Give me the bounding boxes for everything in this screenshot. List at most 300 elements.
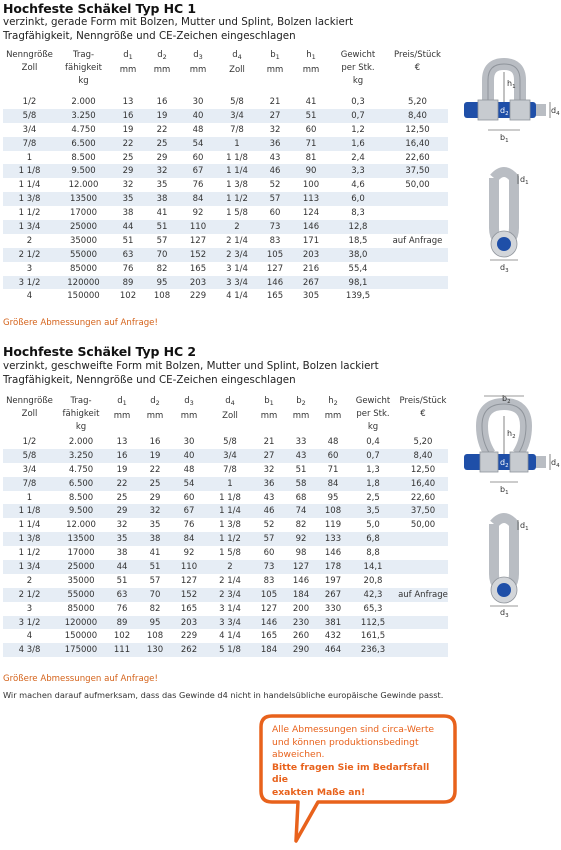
- table-cell: [398, 560, 448, 574]
- hc2-note: Größere Abmessungen auf Anfrage!: [3, 674, 158, 684]
- table-cell: 150000: [64, 631, 98, 642]
- col-h2: $h_2$ mm: [324, 396, 342, 421]
- table-row: [3, 206, 448, 220]
- table-cell: 16,40: [387, 137, 448, 151]
- col-b2: $b_2$ mm: [292, 396, 310, 421]
- table-cell: 1 3/8: [226, 180, 248, 191]
- table-cell: [398, 574, 448, 588]
- table-cell: 63: [106, 588, 138, 602]
- table-cell: 3 1/2: [3, 276, 56, 290]
- table-row: [3, 234, 448, 248]
- table-cell: 184: [284, 588, 318, 602]
- table-cell: 48: [183, 464, 195, 475]
- table-cell: 5 1/8: [206, 643, 254, 657]
- table-cell: 13500: [56, 192, 111, 206]
- table-cell: 178: [318, 560, 348, 574]
- table-cell: 3/4: [22, 124, 37, 135]
- table-row: [3, 435, 448, 449]
- table-row: [3, 109, 448, 123]
- table-cell: 108: [146, 631, 164, 642]
- table-cell: 37,50: [398, 504, 448, 518]
- table-cell: 90: [293, 164, 329, 178]
- table-cell: 85000: [67, 603, 95, 614]
- table-row: [3, 123, 448, 137]
- notice-text: [272, 724, 442, 800]
- table-row: [3, 546, 448, 560]
- table-cell: 197: [324, 575, 342, 586]
- table-cell: 18,5: [348, 235, 368, 246]
- table-cell: 73: [254, 560, 284, 574]
- table-cell: 1: [217, 137, 257, 151]
- table-row: [3, 192, 448, 206]
- table-cell: 6.500: [56, 137, 111, 151]
- table-cell: 1 3/4: [3, 220, 56, 234]
- table-cell: 330: [324, 603, 342, 614]
- col-preis: Preis/Stück €: [394, 50, 441, 73]
- table-cell: [398, 629, 448, 643]
- table-cell: 4: [26, 291, 33, 302]
- table-cell: 1,6: [329, 137, 387, 151]
- table-cell: 133: [318, 532, 348, 546]
- table-cell: auf Anfrage: [398, 589, 448, 600]
- table-cell: 29: [111, 164, 145, 178]
- table-cell: 3 3/4: [206, 616, 254, 630]
- table-cell: 1 1/2: [18, 548, 41, 559]
- table-cell: 29: [156, 152, 168, 163]
- table-cell: 21: [269, 96, 281, 107]
- table-cell: 3: [26, 603, 33, 614]
- table-cell: 12.000: [68, 180, 99, 191]
- table-cell: 0,4: [366, 436, 380, 447]
- table-cell: 3 3/4: [217, 276, 257, 290]
- table-cell: 165: [180, 603, 198, 614]
- table-cell: 21: [263, 436, 275, 447]
- table-cell: 32: [116, 520, 128, 531]
- table-cell: 105: [254, 588, 284, 602]
- table-cell: 44: [106, 560, 138, 574]
- table-cell: 150000: [67, 291, 100, 302]
- table-cell: 1: [26, 492, 33, 503]
- hc1-title: Hochfeste Schäkel Typ HC 1: [3, 1, 196, 16]
- table-cell: 200: [292, 603, 310, 614]
- table-cell: 127: [266, 263, 284, 274]
- table-cell: 113: [293, 192, 329, 206]
- table-cell: 3 1/4: [226, 263, 248, 274]
- table-cell: 51: [138, 560, 172, 574]
- table-cell: 17000: [69, 208, 98, 219]
- table-cell: 267: [318, 588, 348, 602]
- diagram-d3-label: $d_3$: [500, 263, 509, 274]
- table-cell: 1 1/4: [217, 164, 257, 178]
- table-cell: [387, 262, 448, 276]
- table-cell: 29: [149, 492, 161, 503]
- table-cell: 1 1/2: [18, 208, 41, 219]
- table-cell: 102: [113, 631, 131, 642]
- table-cell: 50,00: [410, 520, 436, 531]
- table-cell: 95: [138, 616, 172, 630]
- table-cell: 48: [192, 124, 204, 135]
- col-preis: Preis/Stück €: [399, 396, 447, 419]
- table-cell: 76: [122, 263, 134, 274]
- table-cell: 40: [172, 449, 206, 463]
- table-cell: 12,8: [329, 220, 387, 234]
- table-cell: 35: [111, 192, 145, 206]
- table-cell: 3,5: [348, 504, 398, 518]
- table-cell: 13: [116, 436, 128, 447]
- col-b1: $b_1$ mm: [266, 50, 284, 75]
- table-cell: 43: [284, 449, 318, 463]
- diagram-d4-label: $d_4$: [551, 458, 560, 469]
- table-cell: 51: [293, 109, 329, 123]
- table-cell: 81: [305, 152, 317, 163]
- table-cell: 65,3: [363, 603, 383, 614]
- table-cell: 171: [302, 235, 320, 246]
- table-cell: 3.250: [56, 449, 106, 463]
- table-cell: 76: [192, 180, 204, 191]
- table-cell: [398, 616, 448, 630]
- table-cell: 0,7: [348, 449, 398, 463]
- table-cell: 262: [172, 643, 206, 657]
- table-cell: 161,5: [360, 631, 386, 642]
- table-cell: 32: [263, 464, 275, 475]
- diagram-h1-label: $h_1$: [507, 79, 516, 90]
- table-cell: 35000: [67, 575, 95, 586]
- table-cell: 25: [116, 492, 128, 503]
- table-cell: 51: [295, 464, 307, 475]
- table-cell: 82: [149, 603, 161, 614]
- table-row: [3, 248, 448, 262]
- col-d3: $d_3$ mm: [180, 396, 198, 421]
- table-cell: 7/8: [230, 124, 244, 135]
- table-cell: 105: [257, 248, 293, 262]
- table-cell: 108: [153, 291, 171, 302]
- table-cell: 203: [293, 248, 329, 262]
- table-cell: 3/4: [22, 464, 37, 475]
- table-cell: 19: [145, 109, 179, 123]
- table-cell: 70: [138, 588, 172, 602]
- table-row: [3, 532, 448, 546]
- col-nenngroesse: Nenngröße Zoll: [6, 396, 53, 419]
- table-cell: 12,50: [410, 464, 436, 475]
- table-cell: 100: [302, 180, 320, 191]
- table-row: [3, 560, 448, 574]
- table-row: [3, 178, 448, 192]
- table-row: [3, 504, 448, 518]
- table-cell: 76: [116, 603, 128, 614]
- table-cell: 9.500: [56, 164, 111, 178]
- table-cell: 8,3: [351, 208, 365, 219]
- table-cell: 95: [145, 276, 179, 290]
- table-cell: 46: [254, 504, 284, 518]
- table-cell: 82: [295, 520, 307, 531]
- table-cell: 41: [156, 208, 168, 219]
- table-cell: 1 5/8: [219, 548, 241, 559]
- table-cell: 36: [257, 137, 293, 151]
- table-cell: 2: [26, 575, 33, 586]
- table-cell: 267: [293, 276, 329, 290]
- table-cell: 32: [122, 180, 134, 191]
- table-cell: 2 1/2: [3, 248, 56, 262]
- table-cell: 68: [295, 492, 307, 503]
- table-cell: 7/8: [3, 137, 56, 151]
- table-cell: 16: [156, 96, 168, 107]
- table-cell: 54: [179, 137, 217, 151]
- table-cell: 5,20: [408, 96, 427, 107]
- table-cell: 203: [172, 616, 206, 630]
- table-cell: 41: [149, 548, 161, 559]
- table-cell: 3/4: [206, 449, 254, 463]
- table-cell: 2,5: [366, 492, 380, 503]
- table-cell: 3,3: [329, 164, 387, 178]
- table-cell: 1/2: [22, 96, 37, 107]
- table-cell: 119: [324, 520, 342, 531]
- col-tragfaehigkeit: Trag- fähigkeit kg: [62, 396, 100, 432]
- table-row: [3, 477, 448, 491]
- table-row: [3, 289, 448, 303]
- diagram-b1-label: $b_1$: [500, 133, 509, 144]
- table-row: [3, 449, 448, 463]
- table-cell: 1 1/8: [226, 152, 248, 163]
- table-cell: 146: [257, 276, 293, 290]
- table-row: [3, 95, 448, 109]
- table-cell: 1 1/4: [18, 520, 41, 531]
- table-row: [3, 276, 448, 290]
- table-cell: 67: [172, 504, 206, 518]
- table-cell: 3 1/4: [219, 603, 241, 614]
- hc2-desc-1: verzinkt, geschweifte Form mit Bolzen, Mutter und Splint, Bolzen lackiert: [3, 360, 379, 372]
- hc1-header-row: [3, 49, 448, 95]
- table-cell: 98,1: [329, 276, 387, 290]
- table-cell: 165: [260, 631, 278, 642]
- table-cell: 102: [119, 291, 137, 302]
- table-cell: 4 1/4: [226, 291, 248, 302]
- table-cell: 146: [324, 548, 342, 559]
- table-cell: 35000: [69, 235, 98, 246]
- table-cell: 2 1/2: [3, 588, 56, 602]
- table-cell: 2.000: [71, 96, 96, 107]
- table-cell: 229: [180, 631, 198, 642]
- notice-line-1: Alle Abmessungen sind circa-Werte: [272, 724, 435, 735]
- col-tragfaehigkeit: Trag- fähigkeit kg: [65, 50, 102, 86]
- table-cell: 16: [149, 436, 161, 447]
- table-cell: 71: [293, 137, 329, 151]
- table-cell: 1 3/8: [3, 192, 56, 206]
- table-cell: 55000: [56, 248, 111, 262]
- table-cell: 139,5: [345, 291, 371, 302]
- table-cell: 60: [318, 449, 348, 463]
- table-cell: 19: [116, 464, 128, 475]
- table-cell: 22: [106, 477, 138, 491]
- col-d2: $d_2$ mm: [146, 396, 164, 421]
- table-row: [3, 574, 448, 588]
- table-row: [3, 629, 448, 643]
- table-cell: 22: [156, 124, 168, 135]
- table-cell: 8,40: [398, 449, 448, 463]
- table-cell: 46: [257, 164, 293, 178]
- table-cell: [398, 546, 448, 560]
- diagram-h2-label: $h_2$: [507, 429, 516, 440]
- table-cell: 84: [172, 532, 206, 546]
- table-cell: 60: [305, 124, 317, 135]
- table-cell: 2,4: [351, 152, 365, 163]
- notice-line-3: abweichen.: [272, 749, 325, 761]
- diagram-b1-label: $b_1$: [500, 485, 509, 496]
- table-cell: 25: [138, 477, 172, 491]
- table-cell: 120000: [56, 616, 106, 630]
- table-cell: 14,1: [348, 560, 398, 574]
- table-cell: 98: [295, 548, 307, 559]
- table-cell: 60: [192, 152, 204, 163]
- table-cell: 1: [206, 477, 254, 491]
- col-gewicht: Gewicht per Stk. kg: [340, 50, 376, 86]
- table-row: [3, 463, 448, 477]
- table-cell: 7/8: [223, 464, 237, 475]
- table-cell: 3/4: [217, 109, 257, 123]
- table-cell: 1 1/8: [3, 504, 56, 518]
- table-cell: 57: [156, 235, 168, 246]
- table-cell: 16: [106, 449, 138, 463]
- col-d2: $d_2$ mm: [153, 50, 171, 75]
- table-cell: 38: [116, 548, 128, 559]
- table-cell: 57: [257, 192, 293, 206]
- table-cell: 27: [254, 449, 284, 463]
- diagram-b2-label: $b_2$: [502, 394, 511, 405]
- table-cell: 13: [122, 96, 134, 107]
- col-d4: $d_4$ Zoll: [222, 396, 238, 421]
- table-cell: 92: [183, 548, 195, 559]
- hc1-desc-1: verzinkt, gerade Form mit Bolzen, Mutter und Splint, Bolzen lackiert: [3, 16, 354, 28]
- table-row: [3, 151, 448, 165]
- table-cell: 60: [183, 492, 195, 503]
- table-cell: 51: [116, 575, 128, 586]
- table-cell: 0,7: [329, 109, 387, 123]
- col-d4: $d_4$ Zoll: [229, 50, 245, 75]
- table-cell: 1 1/2: [206, 532, 254, 546]
- table-cell: 13500: [56, 532, 106, 546]
- table-cell: 85000: [69, 263, 98, 274]
- table-cell: 51: [122, 235, 134, 246]
- table-cell: 2: [217, 220, 257, 234]
- table-cell: 152: [179, 248, 217, 262]
- table-cell: 82: [156, 263, 168, 274]
- table-row: [3, 137, 448, 151]
- table-cell: 29: [106, 504, 138, 518]
- table-cell: 89: [106, 616, 138, 630]
- notice-line-2: und können produktionsbedingt: [272, 736, 419, 748]
- table-cell: 22,60: [405, 152, 430, 163]
- table-cell: 1,8: [348, 477, 398, 491]
- table-cell: 67: [179, 164, 217, 178]
- table-cell: [387, 220, 448, 234]
- hc1-shackle-diagram: [452, 58, 560, 274]
- table-cell: 230: [284, 616, 318, 630]
- table-cell: 108: [318, 504, 348, 518]
- table-cell: 2 3/4: [206, 588, 254, 602]
- table-cell: 55,4: [348, 263, 368, 274]
- table-cell: 203: [179, 276, 217, 290]
- table-cell: 92: [284, 532, 318, 546]
- table-cell: 38,0: [329, 248, 387, 262]
- table-cell: 32: [145, 164, 179, 178]
- table-row: [3, 643, 448, 657]
- table-cell: 30: [192, 96, 204, 107]
- table-cell: 52: [263, 520, 275, 531]
- table-cell: 4: [26, 631, 33, 642]
- table-cell: 9.500: [56, 504, 106, 518]
- table-cell: 5/8: [223, 436, 237, 447]
- table-row: [3, 588, 448, 602]
- table-cell: 2.000: [68, 436, 94, 447]
- table-cell: 6,8: [348, 532, 398, 546]
- hc2-table: [3, 395, 448, 657]
- table-cell: 17000: [67, 548, 95, 559]
- table-cell: 127: [180, 575, 198, 586]
- table-cell: 1 5/8: [226, 208, 248, 219]
- table-cell: 22: [111, 137, 145, 151]
- table-cell: 1/2: [22, 436, 37, 447]
- table-cell: 152: [172, 588, 206, 602]
- table-cell: [398, 602, 448, 616]
- col-b1: $b_1$ mm: [260, 396, 278, 421]
- table-cell: 30: [183, 436, 195, 447]
- table-cell: 16,40: [398, 477, 448, 491]
- diagram-d1-label: $d_1$: [520, 175, 529, 186]
- shackle-bow-icon: [464, 396, 550, 482]
- table-cell: 32: [269, 124, 281, 135]
- table-cell: 290: [284, 643, 318, 657]
- table-cell: 89: [111, 276, 145, 290]
- table-cell: 3.250: [56, 109, 111, 123]
- table-cell: 27: [257, 109, 293, 123]
- table-row: [3, 518, 448, 532]
- table-cell: 5/8: [3, 449, 56, 463]
- table-cell: 35: [106, 532, 138, 546]
- table-cell: 1 1/4: [206, 504, 254, 518]
- table-cell: 2 1/4: [226, 235, 248, 246]
- table-cell: 4 1/4: [219, 631, 241, 642]
- table-cell: 130: [138, 643, 172, 657]
- diagram-d1-label: $d_1$: [520, 521, 529, 532]
- table-cell: 25000: [56, 560, 106, 574]
- table-cell: 7/8: [3, 477, 56, 491]
- table-cell: 124: [302, 208, 320, 219]
- hc2-title: Hochfeste Schäkel Typ HC 2: [3, 344, 196, 359]
- table-cell: 50,00: [405, 180, 430, 191]
- table-cell: 4 3/8: [3, 643, 56, 657]
- table-cell: 74: [284, 504, 318, 518]
- table-cell: 84: [179, 192, 217, 206]
- table-cell: 2 1/4: [219, 575, 241, 586]
- table-cell: 432: [324, 631, 342, 642]
- table-cell: 83: [269, 235, 281, 246]
- table-row: [3, 491, 448, 505]
- table-cell: 3: [26, 263, 33, 274]
- table-cell: 1,2: [351, 124, 365, 135]
- table-cell: [387, 192, 448, 206]
- table-cell: 95: [327, 492, 339, 503]
- table-cell: 110: [179, 220, 217, 234]
- table-cell: 35: [149, 520, 161, 531]
- table-row: [3, 164, 448, 178]
- table-cell: 146: [254, 616, 284, 630]
- diagram-d2-label: $d_2$: [500, 458, 509, 469]
- table-cell: 120000: [56, 276, 111, 290]
- notice-line-5: exakten Maße an!: [272, 786, 366, 798]
- table-cell: 38: [122, 208, 134, 219]
- table-cell: 146: [293, 220, 329, 234]
- table-cell: 2 3/4: [217, 248, 257, 262]
- table-cell: 41: [305, 96, 317, 107]
